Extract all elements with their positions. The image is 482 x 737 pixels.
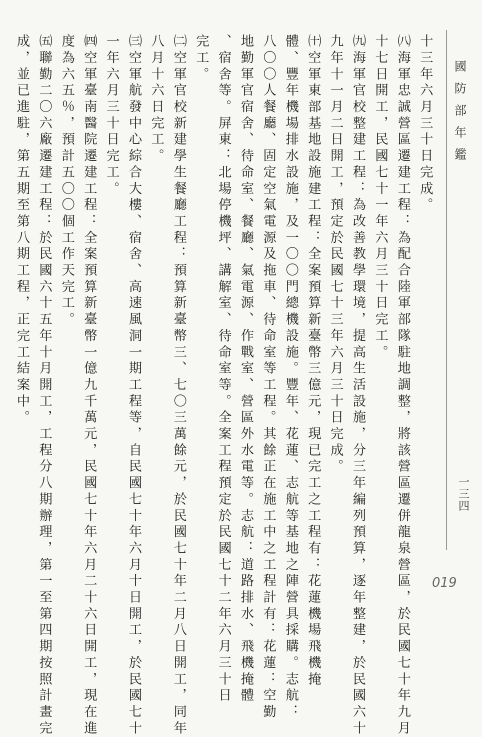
text-column: ㈡空軍官校新建學生餐廳工程：預算新臺幣三、七〇三萬餘元，於民國七十年二月八日開工，同年 [170, 34, 186, 737]
text-column: ㈢空軍航發中心綜合大樓、宿舍、高速風洞一期工程等，自民國七十年六月十日開工，於民國七十 [126, 34, 141, 737]
text-column: 十七日開工，民國七十一年六月三十日完工。 [372, 34, 388, 361]
text-column: 十三年六月三十日完成。 [417, 34, 433, 214]
text-column: ㈤聯勤二〇六廠遷建工程：於民國六十五年十月開工，工程分八期辦理，第一至第四期按照計畫完 [36, 34, 52, 737]
text-column: 一年六月三十日完工。 [103, 34, 119, 198]
text-column: 地勤軍官宿舍、待命室、餐廳、氣電源、作戰室、營區外水電等。志航：道路排水、飛機掩體 [238, 34, 253, 705]
header-divider [446, 30, 447, 550]
text-column: ㈩空軍東部基地設施建工程：全案預算新臺幣三億元，現已完工之工程有：花蓮機場飛機掩 [305, 34, 321, 688]
text-column: 八月十六日完工。 [148, 34, 164, 165]
text-column: 完工。 [193, 34, 209, 84]
text-column: 體、豐年機場排水設施，及一〇〇門總機設施。豐年、花蓮、志航等基地之陣營具採購。志航： [282, 34, 298, 721]
text-column: 、宿舍等。屏東：北場停機坪、講解室、待命室等。全案工程預定於民國七十二年六月三十日 [215, 34, 231, 705]
text-column: ㈨海軍官校整建工程：為改善教學環境，提高生活設施，分三年編列預算，逐年整建，於民國六十 [350, 34, 365, 737]
running-header: 國防部年鑑 [453, 60, 467, 170]
text-column: 八〇〇人餐廳、固定空氣電源及拖車、待命室等工程。其餘正在施工中之工程計有：花蓮：空勤 [260, 34, 276, 721]
page-number: 一三四 [457, 476, 470, 512]
text-column: 度為六五％，預計五〇〇個工作天完工。 [58, 34, 74, 329]
text-column: 九年十一月二日開工，預定於民國七十三年六月三十日完成。 [327, 34, 343, 476]
text-column: ㈣空軍臺南醫院遷建工程：全案預算新臺幣一億九千萬元，民國七十年六月二十六日開工，現在進 [81, 34, 97, 737]
text-column: 成，並已進駐，第五期至第八期工程，正完工結案中。 [14, 34, 29, 427]
text-column: ㈧海軍忠誠營區遷建工程：為配合陸軍部隊駐地調整，將該營區遷併龍泉營區，於民國七十年九月 [394, 34, 410, 737]
archive-stamp: 019 [432, 576, 457, 591]
